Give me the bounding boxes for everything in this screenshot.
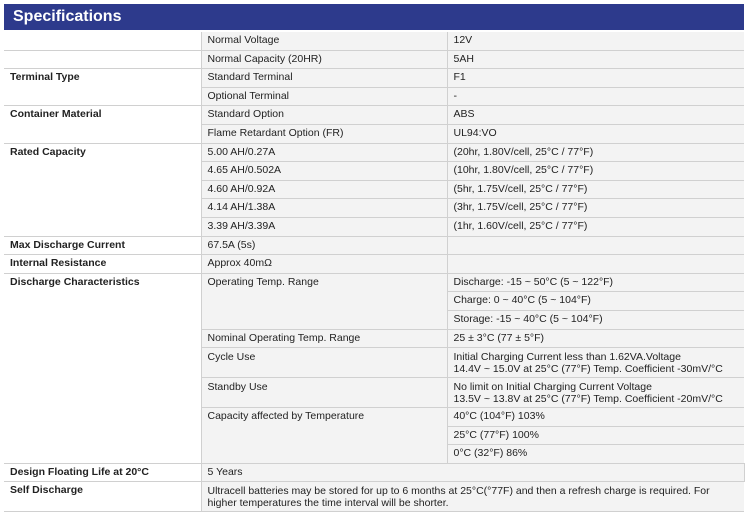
spec-value: (10hr, 1.80V/cell, 25°C / 77°F)	[447, 162, 744, 181]
spec-empty	[447, 236, 744, 255]
spec-value: F1	[447, 69, 744, 88]
spec-label: 4.60 AH/0.92A	[201, 180, 447, 199]
spec-value-cycle-use	[447, 348, 744, 378]
table-row	[4, 255, 744, 274]
spec-value: 5AH	[447, 50, 744, 69]
row-title	[4, 32, 201, 50]
spec-empty	[447, 255, 744, 274]
spec-value-line: higher temperatures the time interval will be shorter.	[207, 497, 449, 510]
spec-value: (1hr, 1.60V/cell, 25°C / 77°F)	[447, 217, 744, 236]
specifications-table	[4, 32, 745, 512]
spec-label: Optional Terminal	[201, 87, 447, 106]
row-title-terminal-type: Terminal Type	[4, 69, 201, 106]
section-header: Specifications	[4, 4, 744, 30]
table-row	[4, 106, 744, 125]
table-row	[4, 463, 744, 482]
spec-value: Storage: -15 ~ 40°C (5 ~ 104°F)	[447, 310, 744, 329]
spec-label: 3.39 AH/3.39A	[201, 217, 447, 236]
row-title-container-material: Container Material	[4, 106, 201, 143]
spec-value-line: Ultracell batteries may be stored for up to 6 months at 25°C(°77F) and then a refresh charge is required. For	[207, 485, 710, 498]
table-row	[4, 273, 744, 292]
table-row	[4, 143, 744, 162]
spec-label: Standard Terminal	[201, 69, 447, 88]
spec-label: Normal Voltage	[201, 32, 447, 50]
spec-value: Discharge: -15 ~ 50°C (5 ~ 122°F)	[447, 273, 744, 292]
spec-label: 5.00 AH/0.27A	[201, 143, 447, 162]
row-title-self-discharge: Self Discharge	[4, 482, 201, 512]
table-row	[4, 69, 744, 88]
spec-value: Charge: 0 ~ 40°C (5 ~ 104°F)	[447, 292, 744, 311]
spec-value-line: 14.4V ~ 15.0V at 25°C (77°F) Temp. Coefficient -30mV/°C	[453, 363, 723, 376]
table-row	[4, 482, 744, 512]
spec-label: 4.65 AH/0.502A	[201, 162, 447, 181]
spec-value: -	[447, 87, 744, 106]
spec-label: Cycle Use	[201, 348, 447, 378]
spec-value: 40°C (104°F) 103%	[447, 408, 744, 427]
row-title	[4, 50, 201, 69]
spec-value: UL94:VO	[447, 124, 744, 143]
spec-value-line: 13.5V ~ 13.8V at 25°C (77°F) Temp. Coefficient -20mV/°C	[453, 393, 723, 406]
spec-value: 25 ± 3°C (77 ± 5°F)	[447, 329, 744, 348]
spec-label: Operating Temp. Range	[201, 273, 447, 329]
table-row	[4, 32, 744, 50]
spec-label: Capacity affected by Temperature	[201, 408, 447, 464]
spec-value: (20hr, 1.80V/cell, 25°C / 77°F)	[447, 143, 744, 162]
spec-value: (5hr, 1.75V/cell, 25°C / 77°F)	[447, 180, 744, 199]
spec-label: Nominal Operating Temp. Range	[201, 329, 447, 348]
spec-value: 67.5A (5s)	[201, 236, 447, 255]
row-title-max-discharge: Max Discharge Current	[4, 236, 201, 255]
spec-value: 25°C (77°F) 100%	[447, 426, 744, 445]
spec-value-line: Initial Charging Current less than 1.62VA.Voltage	[453, 351, 681, 364]
spec-label: Flame Retardant Option (FR)	[201, 124, 447, 143]
table-row	[4, 50, 744, 69]
spec-value: Approx 40mΩ	[201, 255, 447, 274]
spec-value: 5 Years	[201, 463, 744, 482]
spec-value: (3hr, 1.75V/cell, 25°C / 77°F)	[447, 199, 744, 218]
row-title-rated-capacity: Rated Capacity	[4, 143, 201, 236]
row-title-design-life: Design Floating Life at 20°C	[4, 463, 201, 482]
row-title-discharge-characteristics: Discharge Characteristics	[4, 273, 201, 463]
spec-value: 0°C (32°F) 86%	[447, 445, 744, 464]
spec-value: ABS	[447, 106, 744, 125]
spec-label: 4.14 AH/1.38A	[201, 199, 447, 218]
row-title-internal-resistance: Internal Resistance	[4, 255, 201, 274]
spec-value-line: No limit on Initial Charging Current Voltage	[453, 381, 652, 394]
spec-label: Standard Option	[201, 106, 447, 125]
spec-label: Standby Use	[201, 378, 447, 408]
spec-value-standby-use	[447, 378, 744, 408]
spec-label: Normal Capacity (20HR)	[201, 50, 447, 69]
spec-value-self-discharge	[201, 482, 744, 512]
table-row	[4, 236, 744, 255]
spec-value: 12V	[447, 32, 744, 50]
